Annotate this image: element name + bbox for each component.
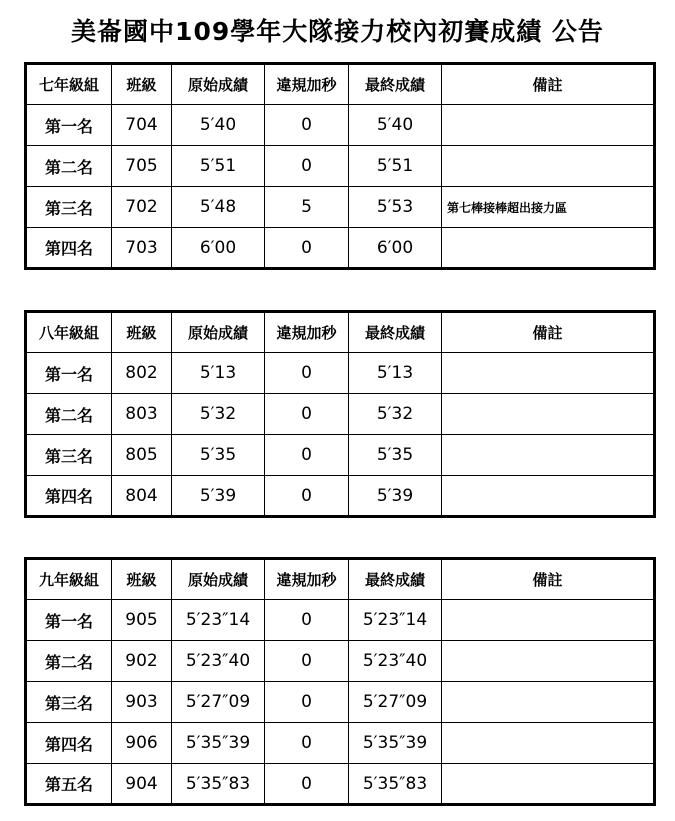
penalty-cell: 0	[265, 641, 349, 682]
rank-cell: 第二名	[26, 641, 112, 682]
final-time-cell: 5′27″09	[349, 682, 442, 723]
table-header-row	[26, 559, 655, 600]
class-cell: 903	[112, 682, 172, 723]
remark-cell	[442, 146, 655, 187]
raw-time-cell: 5′13	[172, 353, 265, 394]
final-time-cell: 5′32	[349, 394, 442, 435]
remark-cell	[442, 353, 655, 394]
final-time-cell: 5′13	[349, 353, 442, 394]
table-row	[26, 641, 655, 682]
header-cell: 備註	[442, 559, 655, 600]
grade-9-results-table	[24, 557, 656, 806]
rank-cell: 第一名	[26, 353, 112, 394]
penalty-cell: 0	[265, 723, 349, 764]
table-header-row	[26, 64, 655, 105]
header-cell: 最終成績	[349, 64, 442, 105]
rank-cell: 第二名	[26, 146, 112, 187]
header-cell: 原始成績	[172, 312, 265, 353]
final-time-cell: 5′35″39	[349, 723, 442, 764]
remark-cell	[442, 723, 655, 764]
penalty-cell: 0	[265, 600, 349, 641]
remark-cell	[442, 228, 655, 269]
rank-cell: 第四名	[26, 476, 112, 517]
raw-time-cell: 5′35″83	[172, 764, 265, 805]
raw-time-cell: 5′35″39	[172, 723, 265, 764]
penalty-cell: 0	[265, 764, 349, 805]
raw-time-cell: 5′39	[172, 476, 265, 517]
raw-time-cell: 5′27″09	[172, 682, 265, 723]
remark-cell	[442, 682, 655, 723]
final-time-cell: 5′53	[349, 187, 442, 228]
final-time-cell: 6′00	[349, 228, 442, 269]
class-cell: 703	[112, 228, 172, 269]
class-cell: 804	[112, 476, 172, 517]
class-cell: 802	[112, 353, 172, 394]
class-cell: 702	[112, 187, 172, 228]
remark-cell	[442, 600, 655, 641]
penalty-cell: 0	[265, 682, 349, 723]
raw-time-cell: 5′40	[172, 105, 265, 146]
class-cell: 906	[112, 723, 172, 764]
final-time-cell: 5′39	[349, 476, 442, 517]
raw-time-cell: 5′23″40	[172, 641, 265, 682]
final-time-cell: 5′23″14	[349, 600, 442, 641]
grade-7-results-table	[24, 62, 656, 270]
page-title: 美崙國中109學年大隊接力校內初賽成績 公告	[71, 17, 604, 46]
header-cell: 備註	[442, 64, 655, 105]
remark-cell	[442, 105, 655, 146]
header-cell: 九年級組	[26, 559, 112, 600]
rank-cell: 第二名	[26, 394, 112, 435]
penalty-cell: 0	[265, 435, 349, 476]
header-cell: 違規加秒	[265, 312, 349, 353]
rank-cell: 第三名	[26, 682, 112, 723]
penalty-cell: 0	[265, 394, 349, 435]
remark-cell: 第七棒接棒超出接力區	[442, 187, 655, 228]
final-time-cell: 5′23″40	[349, 641, 442, 682]
header-cell: 班級	[112, 64, 172, 105]
header-cell: 原始成績	[172, 559, 265, 600]
header-cell: 違規加秒	[265, 64, 349, 105]
grade-8-results-table	[24, 310, 656, 518]
rank-cell: 第三名	[26, 187, 112, 228]
remark-cell	[442, 641, 655, 682]
header-cell: 最終成績	[349, 559, 442, 600]
penalty-cell: 0	[265, 105, 349, 146]
class-cell: 904	[112, 764, 172, 805]
table-row	[26, 682, 655, 723]
table-row	[26, 476, 655, 517]
header-cell: 班級	[112, 559, 172, 600]
table-row	[26, 105, 655, 146]
rank-cell: 第四名	[26, 723, 112, 764]
penalty-cell: 0	[265, 146, 349, 187]
header-cell: 七年級組	[26, 64, 112, 105]
rank-cell: 第四名	[26, 228, 112, 269]
final-time-cell: 5′35″83	[349, 764, 442, 805]
rank-cell: 第五名	[26, 764, 112, 805]
class-cell: 905	[112, 600, 172, 641]
raw-time-cell: 5′51	[172, 146, 265, 187]
remark-cell	[442, 476, 655, 517]
header-cell: 八年級組	[26, 312, 112, 353]
table-row	[26, 228, 655, 269]
raw-time-cell: 5′35	[172, 435, 265, 476]
table-row	[26, 146, 655, 187]
rank-cell: 第一名	[26, 600, 112, 641]
class-cell: 803	[112, 394, 172, 435]
header-cell: 違規加秒	[265, 559, 349, 600]
class-cell: 704	[112, 105, 172, 146]
table-row	[26, 435, 655, 476]
penalty-cell: 0	[265, 228, 349, 269]
raw-time-cell: 5′23″14	[172, 600, 265, 641]
class-cell: 902	[112, 641, 172, 682]
table-row	[26, 600, 655, 641]
raw-time-cell: 5′48	[172, 187, 265, 228]
header-cell: 備註	[442, 312, 655, 353]
table-row	[26, 394, 655, 435]
rank-cell: 第一名	[26, 105, 112, 146]
remark-cell	[442, 435, 655, 476]
class-cell: 805	[112, 435, 172, 476]
final-time-cell: 5′35	[349, 435, 442, 476]
table-row	[26, 353, 655, 394]
penalty-cell: 0	[265, 476, 349, 517]
penalty-cell: 5	[265, 187, 349, 228]
header-cell: 原始成績	[172, 64, 265, 105]
final-time-cell: 5′40	[349, 105, 442, 146]
remark-cell	[442, 764, 655, 805]
rank-cell: 第三名	[26, 435, 112, 476]
penalty-cell: 0	[265, 353, 349, 394]
final-time-cell: 5′51	[349, 146, 442, 187]
raw-time-cell: 5′32	[172, 394, 265, 435]
raw-time-cell: 6′00	[172, 228, 265, 269]
table-header-row	[26, 312, 655, 353]
table-row	[26, 187, 655, 228]
class-cell: 705	[112, 146, 172, 187]
table-row	[26, 723, 655, 764]
header-cell: 最終成績	[349, 312, 442, 353]
remark-cell	[442, 394, 655, 435]
table-row	[26, 764, 655, 805]
header-cell: 班級	[112, 312, 172, 353]
